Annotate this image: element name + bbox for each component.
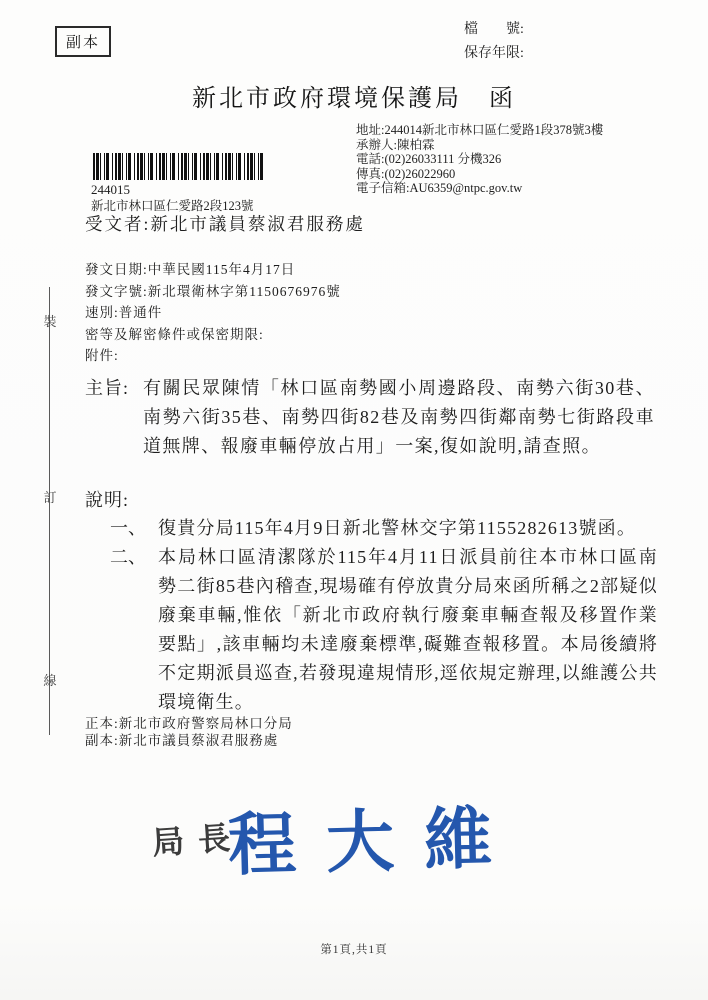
- description-item-text: 復貴分局115年4月9日新北警林交字第1155282613號函。: [158, 518, 637, 538]
- file-number-label: 檔 號:: [464, 22, 524, 37]
- sender-address: 地址:244014新北市林口區仁愛路1段378號3樓: [356, 123, 604, 137]
- description-item: [110, 514, 670, 543]
- subject-text: 有關民眾陳情「林口區南勢國小周邊路段、南勢六街30巷、南勢六街35巷、南勢四街82巷及南勢四街鄰南勢七街路段車道無牌、報廢車輛停放占用」一案,復如說明,請查照。: [143, 378, 655, 456]
- sender-phone: 電話:(02)26033111 分機326: [356, 152, 502, 166]
- mailing-barcode: [93, 153, 263, 180]
- copy-stamp-box: 副本: [55, 26, 111, 57]
- speed-class: 速別:普通件: [85, 305, 163, 320]
- recipient-address: 新北市林口區仁愛路2段123號: [91, 199, 254, 213]
- issue-date: 發文日期:中華民國115年4月17日: [85, 262, 296, 277]
- description-item: [110, 543, 670, 717]
- sender-info-block: [356, 123, 603, 196]
- retention-period-label: 保存年限:: [464, 46, 524, 61]
- binding-label-ding: 訂: [43, 490, 57, 505]
- distribution-original: 正本:新北市政府警察局林口分局: [85, 716, 293, 731]
- document-meta-block: [85, 259, 341, 367]
- sender-email: 電子信箱:AU6359@ntpc.gov.tw: [356, 181, 523, 195]
- document-number: 發文字號:新北環衛林字第1150676976號: [85, 283, 341, 299]
- attachment-line: 附件:: [85, 348, 119, 363]
- binding-label-zhuang: 裝: [43, 314, 57, 329]
- binding-margin-line: [49, 287, 50, 735]
- subject-row: [85, 374, 655, 461]
- binding-label-xian: 線: [43, 673, 57, 688]
- sender-fax: 傳真:(02)26022960: [356, 166, 456, 181]
- signature-title: 局長: [150, 818, 246, 862]
- sender-contact-person: 承辦人:陳柏霖: [356, 137, 435, 152]
- subject-label: 主旨:: [85, 378, 130, 398]
- description-item-number: 一、: [110, 518, 146, 538]
- barcode-number: 244015: [91, 182, 130, 197]
- signature-name-stamp: 程大維: [227, 800, 524, 884]
- page-footer: 第1頁,共1頁: [320, 944, 388, 956]
- security-class: 密等及解密條件或保密期限:: [85, 326, 264, 342]
- description-item-number: 二、: [110, 547, 146, 567]
- document-title: 新北市政府環境保護局 函: [192, 86, 516, 112]
- description-item-text: 本局林口區清潔隊於115年4月11日派員前往本市林口區南勢二街85巷內稽查,現場確有停放貴分局來函所稱之2部疑似廢棄車輛,惟依「新北市政府執行廢棄車輛查報及移置作業要點」,該車輛均未達廢棄標準,礙難查報移置。本局後續將不定期派員巡查,若發現違規情形,逕依規定辦理,以維護公共環境衛生。: [158, 547, 658, 712]
- description-label: 說明:: [85, 490, 130, 510]
- recipient-line: 受文者:新北市議員蔡淑君服務處: [85, 214, 365, 234]
- distribution-copy: 副本:新北市議員蔡淑君服務處: [85, 733, 279, 748]
